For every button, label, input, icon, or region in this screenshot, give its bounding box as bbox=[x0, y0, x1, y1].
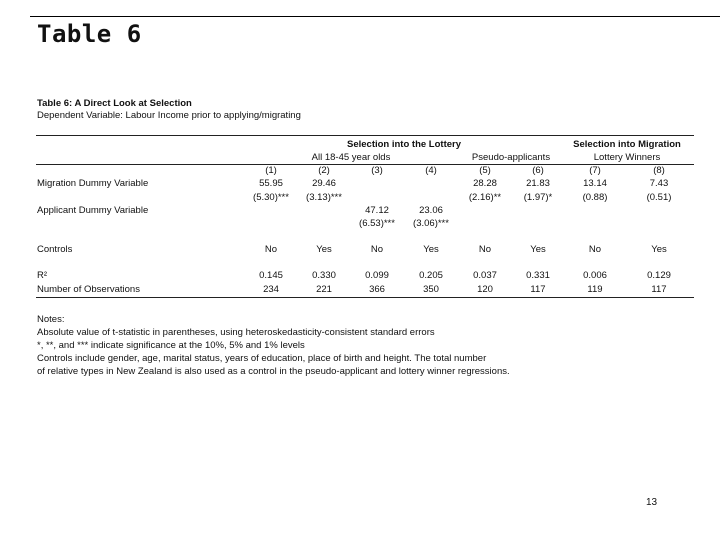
group-header-migration: Selection into Migration bbox=[573, 139, 681, 150]
table-cell: No bbox=[588, 244, 602, 255]
table-cell: (6.53)*** bbox=[359, 218, 395, 229]
table-cell: 119 bbox=[587, 284, 603, 295]
column-header: (8) bbox=[653, 165, 665, 176]
table-cell: 117 bbox=[651, 284, 667, 295]
table-cell: 0.006 bbox=[583, 270, 607, 281]
table-cell: (0.51) bbox=[646, 192, 672, 203]
subheader-winners: Lottery Winners bbox=[593, 152, 661, 163]
table-cell: 0.099 bbox=[365, 270, 389, 281]
table-cell: 21.83 bbox=[526, 178, 550, 189]
table-cell: No bbox=[264, 244, 278, 255]
table-cell: (2.16)** bbox=[468, 192, 502, 203]
row-label: R² bbox=[37, 270, 48, 281]
table-cell: 120 bbox=[477, 284, 493, 295]
column-header: (3) bbox=[371, 165, 383, 176]
table-cell: (0.88) bbox=[582, 192, 608, 203]
table-cell: 234 bbox=[263, 284, 279, 295]
row-label: Number of Observations bbox=[37, 284, 140, 295]
table-cell: 117 bbox=[530, 284, 546, 295]
notes-line: *, **, and *** indicate significance at the 10%, 5% and 1% levels bbox=[37, 340, 305, 351]
table-top-rule bbox=[36, 135, 694, 136]
table-cell: No bbox=[370, 244, 384, 255]
table-cell: Yes bbox=[651, 244, 667, 255]
table-cell: 55.95 bbox=[259, 178, 283, 189]
table-bottom-rule bbox=[36, 297, 694, 298]
notes-line: Absolute value of t-statistic in parentheses, using heteroskedasticity-consistent standard errors bbox=[37, 327, 435, 338]
table-cell: 13.14 bbox=[583, 178, 607, 189]
slide-title: Table 6 bbox=[37, 20, 142, 48]
table-cell: 0.330 bbox=[312, 270, 336, 281]
table-cell: (3.06)*** bbox=[413, 218, 449, 229]
row-label: Controls bbox=[37, 244, 73, 255]
table-cell: 0.129 bbox=[647, 270, 671, 281]
column-header: (1) bbox=[265, 165, 277, 176]
subheader-pseudo: Pseudo-applicants bbox=[471, 152, 551, 163]
notes-line: Controls include gender, age, marital status, years of education, place of birth and height. The total number bbox=[37, 353, 487, 364]
table-cell: (5.30)*** bbox=[253, 192, 289, 203]
row-label: Migration Dummy Variable bbox=[37, 178, 149, 189]
column-header: (4) bbox=[425, 165, 437, 176]
table-cell: 28.28 bbox=[473, 178, 497, 189]
subheader-all: All 18-45 year olds bbox=[311, 152, 391, 163]
table-cell: 350 bbox=[423, 284, 439, 295]
table-cell: 47.12 bbox=[365, 205, 389, 216]
table-cell: 221 bbox=[316, 284, 332, 295]
column-header: (7) bbox=[589, 165, 601, 176]
table-cell: 23.06 bbox=[419, 205, 443, 216]
table-cell: 0.331 bbox=[526, 270, 550, 281]
table-cell: 7.43 bbox=[649, 178, 669, 189]
table-cell: No bbox=[478, 244, 492, 255]
table-cell: Yes bbox=[423, 244, 439, 255]
column-header: (6) bbox=[532, 165, 544, 176]
table-cell: Yes bbox=[530, 244, 546, 255]
table-cell: (3.13)*** bbox=[306, 192, 342, 203]
top-divider bbox=[30, 16, 720, 17]
page-number: 13 bbox=[646, 497, 658, 508]
column-header: (5) bbox=[479, 165, 491, 176]
row-label: Applicant Dummy Variable bbox=[37, 205, 149, 216]
table-cell: 0.037 bbox=[473, 270, 497, 281]
notes-line: of relative types in New Zealand is also used as a control in the pseudo-applicant and lottery winner regressions. bbox=[37, 366, 510, 377]
notes-block bbox=[37, 313, 510, 378]
group-header-lottery: Selection into the Lottery bbox=[346, 139, 462, 150]
table-cell: 29.46 bbox=[312, 178, 336, 189]
notes-heading: Notes: bbox=[37, 314, 65, 325]
table-cell: 0.205 bbox=[419, 270, 443, 281]
table-subtitle: Dependent Variable: Labour Income prior to applying/migrating bbox=[37, 110, 301, 121]
table-cell: 366 bbox=[369, 284, 385, 295]
table-cell: 0.145 bbox=[259, 270, 283, 281]
table-cell: (1.97)* bbox=[523, 192, 553, 203]
table-cell: Yes bbox=[316, 244, 332, 255]
column-header: (2) bbox=[318, 165, 330, 176]
table-title: Table 6: A Direct Look at Selection bbox=[37, 98, 192, 109]
